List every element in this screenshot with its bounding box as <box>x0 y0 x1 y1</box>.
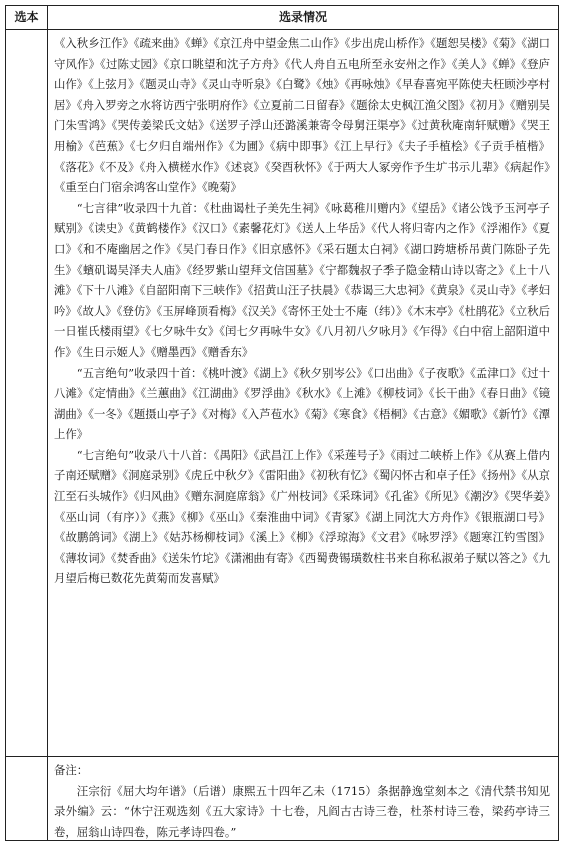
poem-list-paragraph: 《入秋乡江作》《疏来曲》《蝉》《京江舟中望金焦二山作》《步出虎山桥作》《题恕吴楼》《菊》《湖口守风作》《过陈丈园》《京口眺望和沈子方舟》《代人舟自五电所至永安州之作》《美人》《蝉》《登庐山作》《上弦月》《题灵山寺》《灵山寺听泉》《白鹭》《烛》《再咏烛》《早春喜宛平陈使夫枉顾沙亭村居》《舟入罗旁之水将访西宁张明府作》《立夏前二日留春》《题徐太史枫江渔父图》《初月》《赠别吴门朱雪鸿》《哭传姜梁氏文姑》《送罗子浮山还潞溪兼寄令母舅汪渠亭》《过黄秋庵南轩赋赠》《哭王用榆》《芭蕉》《七夕归自端州作》《为圃》《病中即事》《江上早行》《夫子手植桧》《子贡手植楷》《落花》《不及》《舟入横槎水作》《述哀》《癸酉秋怀》《于两大人冢旁作予生圹书示儿辈》《病起作》《重至白门宿余鸿客山堂作》《晚菊》 <box>54 36 550 195</box>
column-divider <box>47 6 48 840</box>
selection-table <box>5 5 559 841</box>
notes-divider <box>6 756 558 757</box>
poem-list-paragraph-wujue: “五言绝句”收录四十首：《桃叶渡》《湖上》《秋夕别岑公》《口出曲》《子夜歌》《孟津口》《过十八滩》《定情曲》《兰蕙曲》《江湖曲》《罗浮曲》《秋水》《上滩》《柳枝词》《长干曲》《春日曲》《镜湖曲》《一冬》《题摄山亭子》《对梅》《入芦苞水》《菊》《寒食》《梧桐》《古意》《媚歌》《新竹》《潭上作》 <box>54 365 550 442</box>
header-selection-book: 选本 <box>14 10 39 24</box>
header-selection-status: 选录情况 <box>278 10 327 24</box>
notes-label: 备注： <box>54 763 89 777</box>
notes-cell <box>54 760 550 842</box>
selection-status-cell <box>54 33 550 589</box>
poem-list-paragraph-qijue: “七言绝句”收录八十八首：《禺阳》《武昌江上作》《采莲号子》《雨过二峡桥上作》《从赛上借内子南还赋赠》《洞庭录别》《虎丘中秋夕》《雷阳曲》《初秋有忆》《蜀闪怀古和卓子任》《扬州》《从京江至石头城作》《归风曲》《赠东洞庭席翁》《广州枝词》《采珠词》《孔雀》《所见》《潮汐》《哭华姜》《巫山词（有序）》《燕》《柳》《巫山》《秦淮曲中词》《青冢》《湖上同沈大方舟作》《银瓶湖口号》《故鹏鸽词》《湖上》《姑苏杨柳枝词》《溪上》《柳》《浮琼海》《文君》《咏罗浮》《题寒江钓雪图》《薄妆词》《焚香曲》《送朱竹坨》《潇湘曲有寄》《西蜀费锡璜数柱书来自称私淑弟子赋以答之》《九月望后梅已数花先黄菊而发喜赋》 <box>54 447 550 586</box>
header-divider <box>6 29 558 30</box>
poem-list-paragraph-qilu: “七言律”收录四十九首：《杜曲谒杜子美先生祠》《咏葛稚川赠内》《望岳》《诸公饯予玉河亭子赋别》《读史》《黄鹤楼作》《汉口》《素馨花灯》《送人上华岳》《代人将归寄内之作》《浮湘作》《夏口》《和不庵幽居之作》《吴门春日作》《旧京感怀》《采石题太白祠》《湖口跨塘桥吊黄门陈卧子先生》《蠙矶谒吴泽夫人庙》《经罗紫山望拜文信国墓》《宁都魏叔子季子隐金精山诗以寄之》《上十八滩》《下十八滩》《自韶阳南下三峡作》《招黄山汪子扶晨》《恭谒三大忠祠》《黄泉》《灵山寺》《孝妇吟》《故人》《登仿》《玉屏峰顶看梅》《汉关》《寄怀王处士不庵（纬）》《木末亭》《杜鹃花》《立秋后一日崔氏楼雨望》《七夕咏牛女》《闰七夕再咏牛女》《八月初八夕咏月》《乍得》《白中宿上韶阳道中作》《生日示姬人》《赠墨西》《赠香东》 <box>54 200 550 359</box>
notes-text: 汪宗衍《屈大均年谱》（后谱）康熙五十四年乙未（1715）条据静逸堂刻本之《清代禁书知见录外编》云：“休宁汪观选刻《五大家诗》十七卷，凡阎古古诗三卷，杜茶村诗三卷，梁药亭诗三卷，屈翁山诗四卷，陈元孝诗四卷。” <box>54 783 550 839</box>
